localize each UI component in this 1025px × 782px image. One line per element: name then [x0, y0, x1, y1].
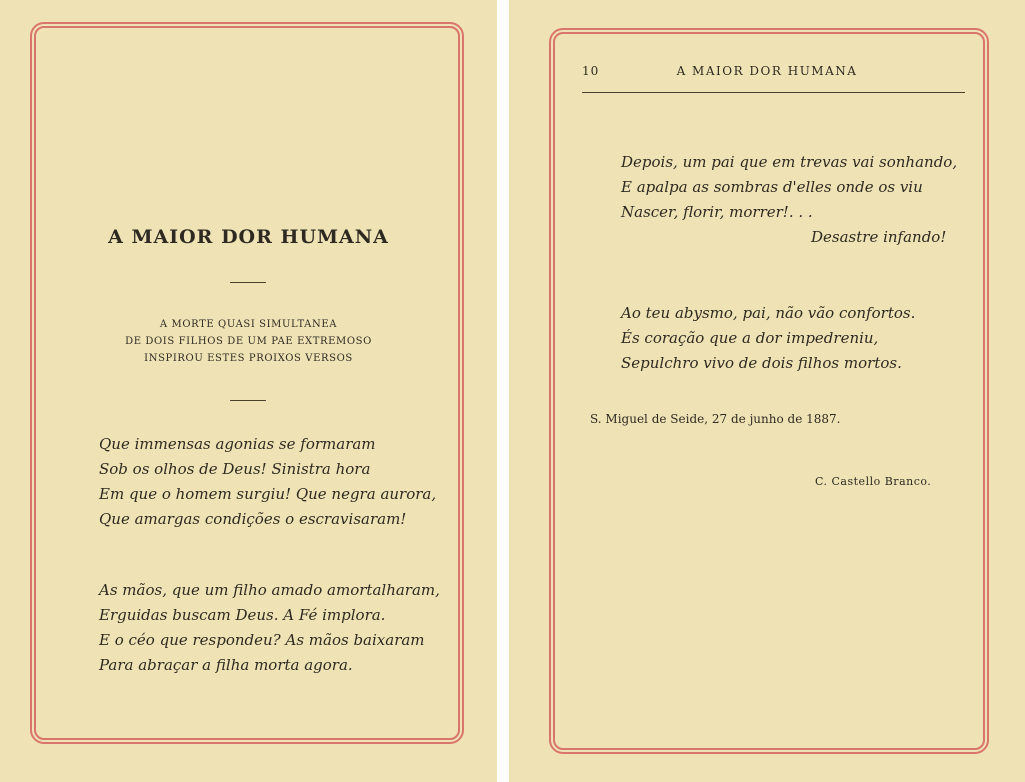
dedication-line: A MORTE QUASI SIMULTANEA: [159, 319, 338, 330]
verse-line: E apalpa as sombras d'elles onde os viu: [621, 178, 923, 196]
verse-line: E o céo que respondeu? As mãos baixaram: [99, 631, 425, 649]
place-date: S. Miguel de Seide, 27 de junho de 1887.: [590, 412, 841, 426]
decorative-border: [549, 28, 989, 754]
author-signature: C. Castello Branco.: [815, 475, 932, 488]
left-page: [0, 0, 497, 782]
stanza-3: [621, 150, 957, 250]
verse-line: Sob os olhos de Deus! Sinistra hora: [99, 460, 371, 478]
verse-line: Em que o homem surgiu! Que negra aurora,: [99, 485, 437, 503]
verse-line: Que amargas condições o escravisaram!: [99, 510, 407, 528]
verse-line: Sepulchro vivo de dois filhos mortos.: [621, 354, 902, 372]
running-head: A MAIOR DOR HUMANA: [676, 64, 858, 78]
header-rule: [582, 92, 965, 93]
verse-line: Depois, um pai que em trevas vai sonhando,: [621, 153, 958, 171]
title-divider: [230, 282, 266, 283]
dedication-divider: [230, 400, 266, 401]
verse-line: És coração que a dor impedreniu,: [621, 329, 879, 347]
verse-line: As mãos, que um filho amado amortalharam,: [99, 581, 440, 599]
verse-line: Nascer, florir, morrer!. . .: [621, 203, 813, 221]
stanza-1: [99, 432, 436, 532]
verse-line: Que immensas agonias se formaram: [99, 435, 376, 453]
verse-line: Desastre infando!: [811, 228, 947, 246]
dedication: [0, 316, 497, 367]
poem-title: A MAIOR DOR HUMANA: [108, 226, 389, 248]
dedication-line: INSPIROU ESTES PROIXOS VERSOS: [144, 353, 353, 364]
verse-line: Erguidas buscam Deus. A Fé implora.: [99, 606, 386, 624]
right-page: [509, 0, 1025, 782]
dedication-line: DE DOIS FILHOS DE UM PAE EXTREMOSO: [125, 336, 372, 347]
verse-line: Para abraçar a filha morta agora.: [99, 656, 353, 674]
stanza-2: [99, 578, 440, 678]
stanza-4: [621, 301, 915, 376]
verse-line: Ao teu abysmo, pai, não vão confortos.: [621, 304, 916, 322]
page-number: 10: [582, 64, 600, 78]
